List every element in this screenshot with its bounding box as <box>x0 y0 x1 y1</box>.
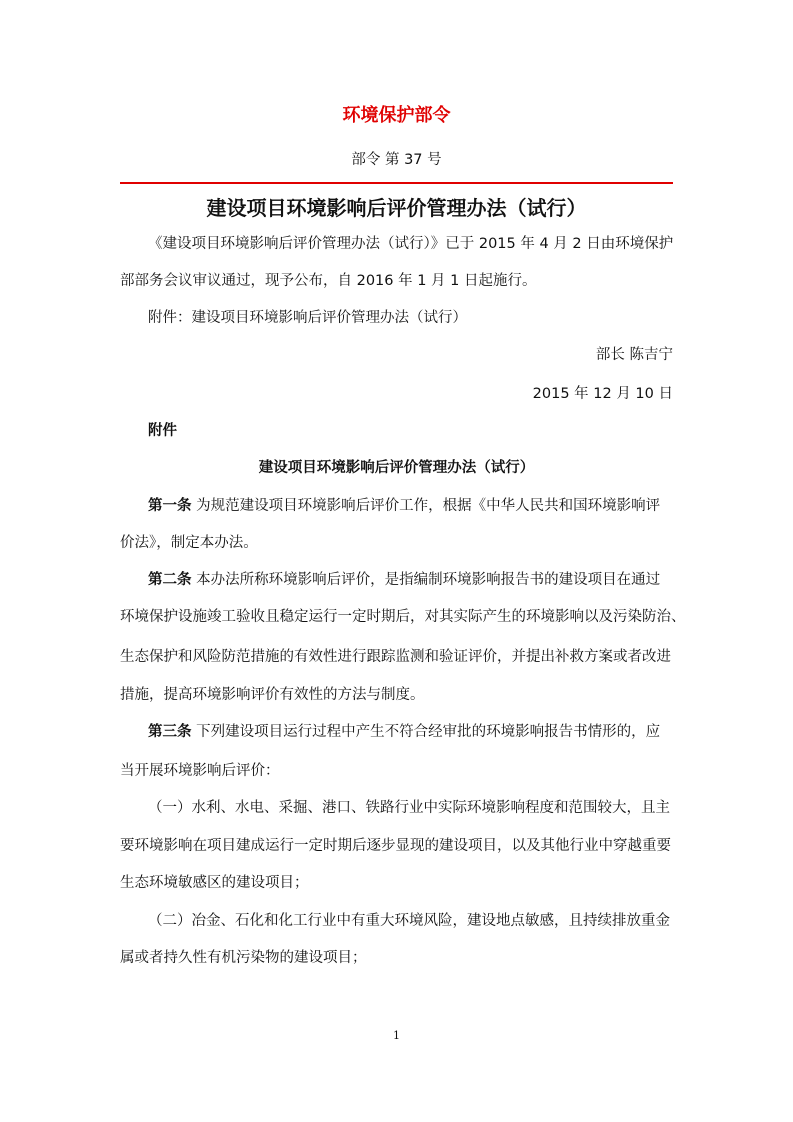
order-number: 部令 第 37 号 <box>351 152 442 168</box>
article-2-line-1: 第二条 本办法所称环境影响后评价，是指编制环境影响报告书的建设项目在通过 <box>148 572 661 588</box>
item-2-line-1: （二）冶金、石化和化工行业中有重大环境风险，建设地点敏感，且持续排放重金 <box>148 913 670 929</box>
signature-date: 2015 年 12 月 10 日 <box>532 386 673 402</box>
item-2-line-2: 属或者持久性有机污染物的建设项目； <box>120 950 367 966</box>
attachment-line: 附件：建设项目环境影响后评价管理办法（试行） <box>148 310 467 326</box>
appendix-label: 附件 <box>148 423 177 439</box>
article-2-line-4: 措施，提高环境影响评价有效性的方法与制度。 <box>120 687 425 703</box>
article-2-line-3: 生态保护和风险防范措施的有效性进行跟踪监测和验证评价，并提出补救方案或者改进 <box>120 649 671 665</box>
item-1-line-2: 要环境影响在项目建成运行一定时期后逐步显现的建设项目，以及其他行业中穿越重要 <box>120 838 671 854</box>
item-1-line-3: 生态环境敏感区的建设项目； <box>120 875 309 891</box>
intro-line-2: 部部务会议审议通过，现予公布，自 2016 年 1 月 1 日起施行。 <box>120 273 537 289</box>
intro-line-1: 《建设项目环境影响后评价管理办法（试行）》已于 2015 年 4 月 2 日由环境保护 <box>148 236 674 252</box>
appendix-title: 建设项目环境影响后评价管理办法（试行） <box>258 460 535 476</box>
item-1-line-1: （一）水利、水电、采掘、港口、铁路行业中实际环境影响程度和范围较大，且主 <box>148 800 670 816</box>
article-3-line-1: 第三条 下列建设项目运行过程中产生不符合经审批的环境影响报告书情形的，应 <box>148 724 661 740</box>
article-2-line-2: 环境保护设施竣工验收且稳定运行一定时期后，对其实际产生的环境影响以及污染防治、 <box>120 609 686 625</box>
signature-name: 部长 陈吉宁 <box>595 347 673 363</box>
article-1-line-2: 价法》，制定本办法。 <box>120 535 258 551</box>
article-3-line-2: 当开展环境影响后评价： <box>120 763 280 779</box>
article-1-line-1: 第一条 为规范建设项目环境影响后评价工作，根据《中华人民共和国环境影响评 <box>148 498 661 514</box>
article-3-label: 第三条 <box>148 724 192 740</box>
document-title: 建设项目环境影响后评价管理办法（试行） <box>206 196 587 220</box>
red-divider <box>120 182 673 184</box>
article-1-label: 第一条 <box>148 498 192 514</box>
article-2-label: 第二条 <box>148 572 192 588</box>
page-number: 1 <box>393 1029 400 1042</box>
agency-title: 环境保护部令 <box>342 105 451 126</box>
